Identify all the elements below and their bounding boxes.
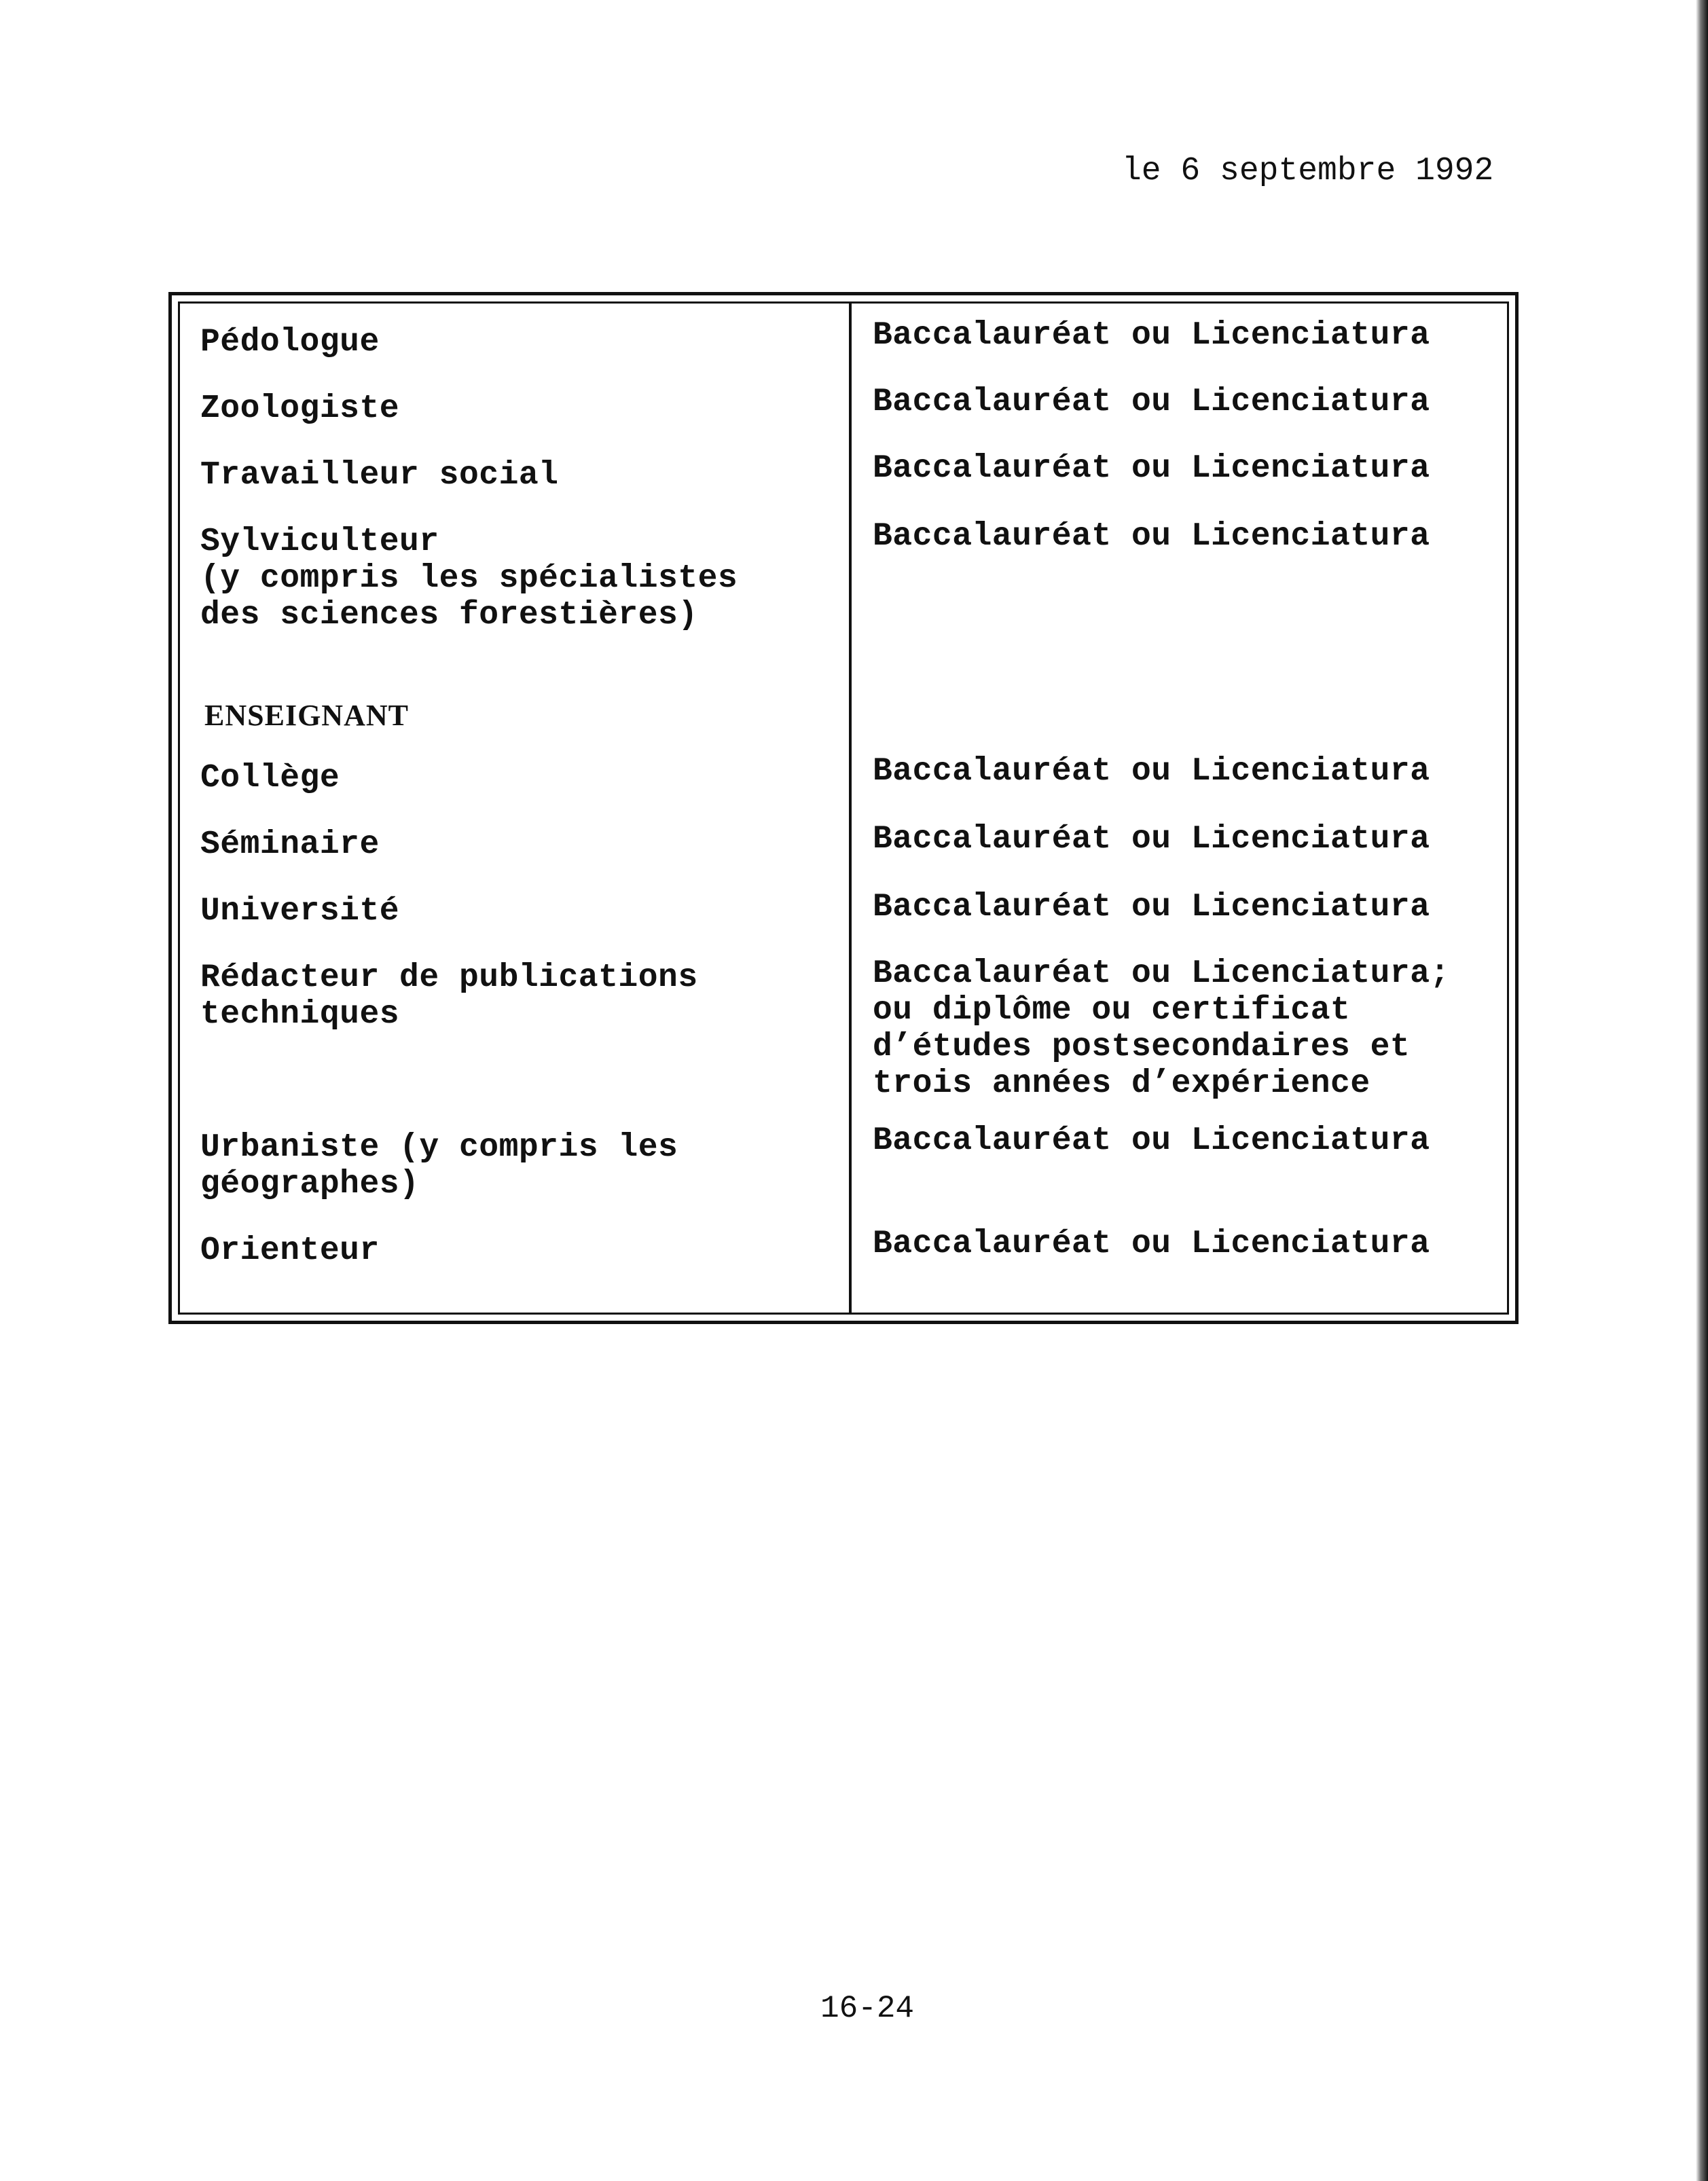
occupation-cell: Urbaniste (y compris les géographes) [200, 1129, 678, 1203]
requirement-cell: Baccalauréat ou Licenciatura [873, 518, 1430, 555]
occupation-cell: Séminaire [200, 826, 380, 863]
requirement-cell: Baccalauréat ou Licenciatura [873, 889, 1430, 925]
occupation-cell: Rédacteur de publications techniques [200, 959, 698, 1033]
requirement-cell: Baccalauréat ou Licenciatura [873, 384, 1430, 420]
table-inner-border [178, 301, 1509, 1315]
requirement-cell: Baccalauréat ou Licenciatura [873, 450, 1430, 487]
occupation-cell: Collège [200, 760, 340, 796]
scan-edge-shadow [1696, 0, 1708, 2181]
occupation-requirements-table [168, 292, 1519, 1324]
document-date: le 6 septembre 1992 [1122, 153, 1494, 189]
requirement-cell: Baccalauréat ou Licenciatura; ou diplôme ou certificat d’études postsecondaires et trois années d’expérience [873, 955, 1450, 1102]
occupation-cell: Pédologue [200, 324, 380, 361]
requirement-cell: Baccalauréat ou Licenciatura [873, 753, 1430, 790]
requirement-cell: Baccalauréat ou Licenciatura [873, 317, 1430, 354]
occupation-cell: Zoologiste [200, 390, 400, 427]
occupation-cell: Université [200, 893, 400, 930]
requirement-cell: Baccalauréat ou Licenciatura [873, 1226, 1430, 1262]
column-divider [849, 304, 852, 1313]
occupation-cell: Orienteur [200, 1232, 380, 1269]
occupation-cell: Travailleur social [200, 457, 559, 494]
requirement-cell: Baccalauréat ou Licenciatura [873, 1122, 1430, 1159]
section-heading: ENSEIGNANT [204, 699, 409, 732]
requirement-cell: Baccalauréat ou Licenciatura [873, 821, 1430, 858]
occupation-cell: Sylviculteur (y compris les spécialistes des sciences forestières) [200, 524, 738, 634]
page-number: 16-24 [820, 1991, 915, 2026]
